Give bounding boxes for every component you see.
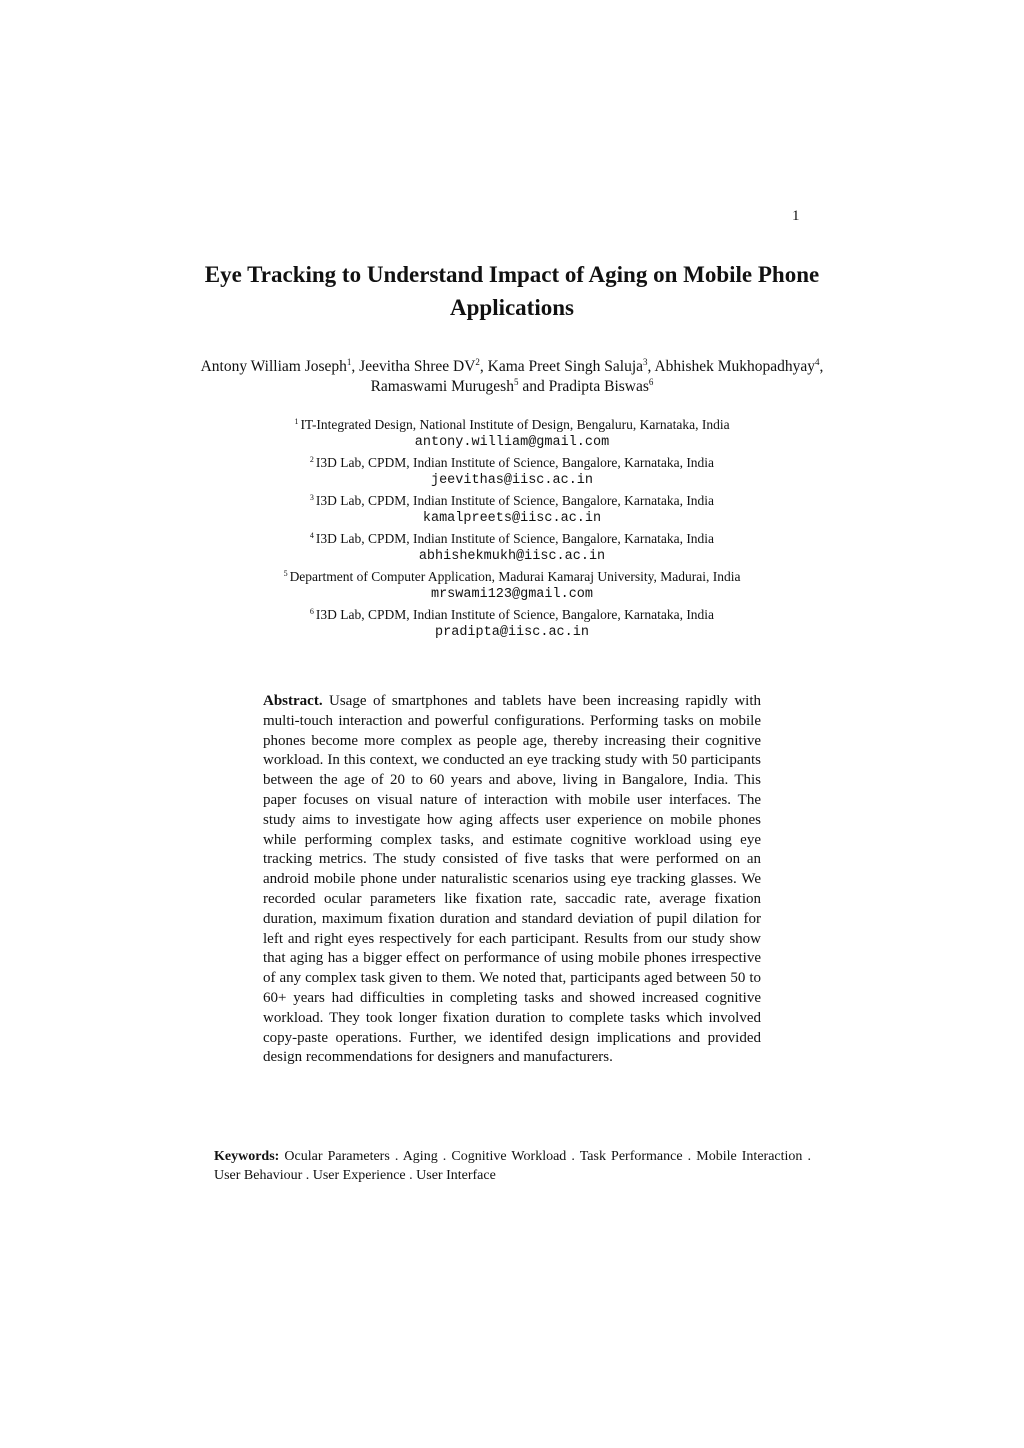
author-email[interactable]: jeevithas@iisc.ac.in bbox=[430, 473, 594, 488]
affiliation-text: I3D Lab, CPDM, Indian Institute of Science, Bangalore, Karnataka, India bbox=[315, 455, 715, 470]
page-number: 1 bbox=[792, 208, 800, 224]
affiliation-number: 3 bbox=[309, 493, 314, 502]
affiliation-number: 4 bbox=[309, 531, 314, 540]
affiliation-number: 6 bbox=[309, 607, 314, 616]
keywords-text: Ocular Parameters . Aging . Cognitive Workload . Task Performance . Mobile Interaction . User Behaviour . User Experience . User Interface bbox=[214, 1149, 811, 1183]
author-email[interactable]: antony.william@gmail.com bbox=[414, 435, 610, 450]
author-separator: and bbox=[518, 378, 549, 395]
affiliation-4 bbox=[190, 530, 834, 568]
author-email[interactable]: kamalpreets@iisc.ac.in bbox=[422, 511, 602, 526]
author-email[interactable]: abhishekmukh@iisc.ac.in bbox=[418, 549, 606, 564]
affiliation-5 bbox=[190, 568, 834, 606]
author-separator: , bbox=[647, 358, 655, 375]
author-superscript: 2 bbox=[475, 357, 480, 367]
paper-title: Eye Tracking to Understand Impact of Aging on Mobile Phone Applications bbox=[204, 262, 820, 320]
abstract-label: Abstract. bbox=[263, 693, 323, 709]
affiliation-6 bbox=[190, 606, 834, 644]
keywords-label: Keywords: bbox=[214, 1149, 280, 1164]
affiliation-text: I3D Lab, CPDM, Indian Institute of Science, Bangalore, Karnataka, India bbox=[315, 531, 715, 546]
affiliation-text: I3D Lab, CPDM, Indian Institute of Science, Bangalore, Karnataka, India bbox=[315, 493, 715, 508]
abstract bbox=[263, 692, 761, 1068]
affiliation-2 bbox=[190, 454, 834, 492]
author-name: Jeevitha Shree DV bbox=[359, 358, 476, 375]
author-separator: , bbox=[819, 358, 824, 375]
affiliation-number: 2 bbox=[309, 455, 314, 464]
affiliation-text: I3D Lab, CPDM, Indian Institute of Science, Bangalore, Karnataka, India bbox=[315, 607, 715, 622]
author-superscript: 3 bbox=[643, 357, 648, 367]
author-name: Abhishek Mukhopadhyay bbox=[654, 358, 816, 375]
author-superscript: 4 bbox=[815, 357, 820, 367]
affiliation-number: 1 bbox=[294, 417, 299, 426]
affiliation-3 bbox=[190, 492, 834, 530]
author-separator: , bbox=[479, 358, 488, 375]
author-name: Ramaswami Murugesh bbox=[370, 378, 514, 395]
author-name: Antony William Joseph bbox=[200, 358, 347, 375]
author-name: Kama Preet Singh Saluja bbox=[487, 358, 644, 375]
author-superscript: 5 bbox=[513, 377, 519, 387]
affiliation-number: 5 bbox=[283, 569, 288, 578]
abstract-text: Usage of smartphones and tablets have been increasing rapidly with multi-touch interaction and powerful configurations. Performing tasks on mobile phones become more complex as people age, thereby increasing their cognitive workload. In this context, we conducted an eye tracking study with 50 participants between the age of 20 to 60 years and above, living in Bangalore, India. This paper focuses on visual nature of interaction with mobile user interfaces. The study aims to investigate how aging affects user experience on mobile phones while performing complex tasks, and estimate cognitive workload using eye tracking metrics. The study consisted of five tasks that were performed on an android mobile phone under naturalistic scenarios using eye tracking glasses. We recorded ocular parameters like fixation rate, saccadic rate, average fixation duration, maximum fixation duration and standard deviation of pupil dilation for left and right eyes respectively for each participant. Results from our study show that aging has a bigger effect on performance of using mobile phones irrespective of any complex task given to them. We noted that, participants aged between 50 to 60+ years had difficulties in completing tasks and showed increased cognitive workload. They took longer fixation duration to complete tasks which involved copy-paste operations. Further, we identifed design implications and provided design recommendations for designers and manufacturers. bbox=[263, 693, 761, 1066]
affiliation-text: Department of Computer Application, Madurai Kamaraj University, Madurai, India bbox=[289, 569, 741, 584]
affiliation-text: IT-Integrated Design, National Institute of Design, Bengaluru, Karnataka, India bbox=[300, 417, 730, 432]
author-list bbox=[190, 357, 834, 397]
keywords bbox=[214, 1147, 811, 1185]
author-superscript: 1 bbox=[346, 357, 352, 367]
author-email[interactable]: mrswami123@gmail.com bbox=[430, 587, 594, 602]
author-separator: , bbox=[351, 358, 360, 375]
author-superscript: 6 bbox=[648, 377, 654, 387]
author-email[interactable]: pradipta@iisc.ac.in bbox=[435, 625, 589, 640]
author-name: Pradipta Biswas bbox=[548, 378, 649, 395]
affiliation-list bbox=[190, 416, 834, 644]
affiliation-1 bbox=[190, 416, 834, 454]
